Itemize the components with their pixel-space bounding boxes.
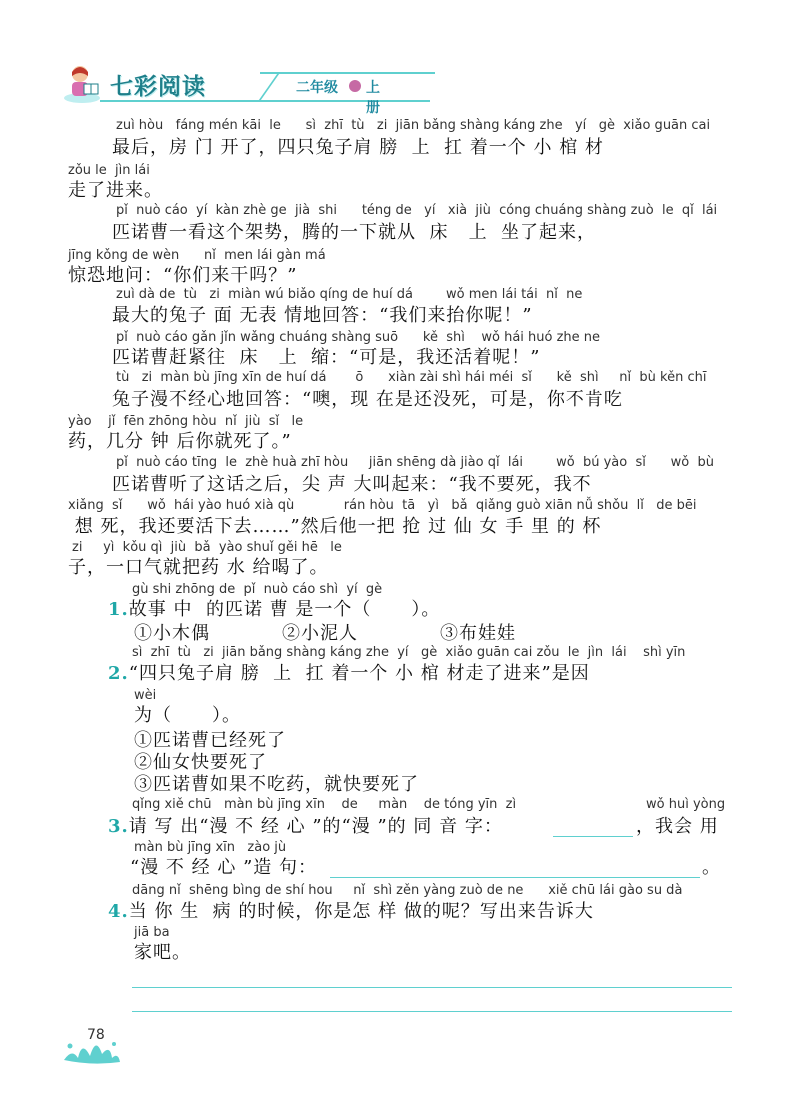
text-line: 匹诺曹赶紧往 床 上 缩：“可是，我还活着呢！” <box>112 347 541 368</box>
pinyin-line: pǐ nuò cáo gǎn jǐn wǎng chuáng shàng suō kě shì wǒ hái huó zhe ne <box>116 330 601 345</box>
question-3-text <box>108 815 503 839</box>
homophone-answer-line[interactable] <box>553 836 633 837</box>
pinyin-line: wǒ huì yòng <box>646 797 726 812</box>
pinyin-line: tù zi màn bù jīng xīn de huí dá ō xiàn zài shì hái méi sǐ kě shì nǐ bù kěn chī <box>116 370 707 385</box>
question-number: 2. <box>108 663 129 684</box>
pinyin-line: dāng nǐ shēng bìng de shí hou nǐ shì zěn yàng zuò de ne xiě chū lái gào su dà <box>132 883 683 898</box>
pinyin-line: pǐ nuò cáo tīng le zhè huà zhī hòu jiān shēng dà jiào qǐ lái wǒ bú yào sǐ wǒ bù <box>116 455 714 470</box>
pinyin-line: jiā ba <box>134 925 170 940</box>
pinyin-line: wèi <box>134 688 157 703</box>
pinyin-line: gù shi zhōng de pǐ nuò cáo shì yí gè <box>132 582 383 597</box>
question-number: 1. <box>108 599 129 620</box>
grade-label: 二年级 <box>296 80 338 96</box>
pinyin-line: sì zhī tù zi jiān bǎng shàng káng zhe yí gè xiǎo guān cai zǒu le jìn lái shì yīn <box>132 645 686 660</box>
sentence-answer-line[interactable] <box>330 877 700 878</box>
option-1[interactable]: ①小木偶 <box>134 623 210 644</box>
header-rule-top <box>260 72 435 74</box>
option-2[interactable]: ②仙女快要死了 <box>134 752 267 773</box>
text-line: 匹诺曹听了这话之后，尖 声 大叫起来：“我不要死，我不 <box>112 474 592 495</box>
header-rule-slash <box>257 72 280 102</box>
question-3-text-right: ，我会 用 <box>636 816 719 837</box>
question-prompt: 故事 中 的匹诺 曹 是一个（ <box>128 599 372 620</box>
text-line: 药，几分 钟 后你就死了。” <box>68 431 292 452</box>
writing-line[interactable] <box>132 1011 732 1012</box>
question-2-text-cont <box>134 704 241 728</box>
question-prompt: 当 你 生 病 的时候，你是怎 样 做的呢？写出来告诉大 <box>128 901 594 922</box>
question-4-text-cont: 家吧。 <box>134 942 191 963</box>
pinyin-line: zuì dà de tù zi miàn wú biǎo qíng de huí dá wǒ men lái tái nǐ ne <box>116 287 583 302</box>
pinyin-line: zi yì kǒu qì jiù bǎ yào shuǐ gěi hē le <box>72 540 342 555</box>
pinyin-line: zǒu le jìn lái <box>68 163 150 178</box>
pinyin-line: xiǎng sǐ wǒ hái yào huó xià qù rán hòu tā yì bǎ qiǎng guò xiān nǚ shǒu lǐ de bēi <box>68 498 697 513</box>
question-tail: ）。 <box>411 599 441 620</box>
pinyin-line: qǐng xiě chū màn bù jīng xīn de màn de tóng yīn zì <box>132 797 517 812</box>
question-4-text <box>108 900 594 924</box>
text-line: 走了进来。 <box>68 180 163 201</box>
question-3-text-cont: “漫 不 经 心 ”造 句： <box>130 857 318 878</box>
question-tail: 。 <box>702 857 721 878</box>
girl-reading-icon <box>60 62 104 104</box>
text-line: 最大的兔子 面 无表 情地回答：“我们来抬你呢！” <box>112 305 533 326</box>
pinyin-line: yào jǐ fēn zhōng hòu nǐ jiù sǐ le <box>68 414 304 429</box>
pinyin-line: màn bù jīng xīn zào jù <box>134 840 287 855</box>
option-3[interactable]: ③匹诺曹如果不吃药，就快要死了 <box>134 774 419 795</box>
question-2-text <box>108 662 590 686</box>
text-line: 子，一口气就把药 水 给喝了。 <box>68 557 329 578</box>
option-2[interactable]: ②小泥人 <box>282 623 358 644</box>
writing-line[interactable] <box>132 987 732 988</box>
text-line: 惊恐地问：“你们来干吗？” <box>68 265 298 286</box>
question-prompt: 请 写 出“漫 不 经 心 ”的“漫 ”的 同 音 字： <box>128 816 503 837</box>
text-line: 匹诺曹一看这个架势，腾的一下就从 床 上 坐了起来， <box>112 222 597 243</box>
text-line: 最后，房 门 开了，四只兔子肩 膀 上 扛 着一个 小 棺 材 <box>112 137 604 158</box>
brand-title: 七彩阅读 <box>110 74 206 100</box>
pinyin-line: zuì hòu fáng mén kāi le sì zhī tù zi jiān bǎng shàng káng zhe yí gè xiǎo guān cai <box>116 118 711 133</box>
question-prompt: “四只兔子肩 膀 上 扛 着一个 小 棺 材走了进来”是因 <box>128 663 590 684</box>
volume-label: 上册 <box>366 80 380 116</box>
question-prompt-cont: 为（ <box>134 705 172 726</box>
separator-dot-icon <box>349 80 361 92</box>
page-number: 78 <box>87 1027 105 1043</box>
question-tail: ）。 <box>212 705 241 726</box>
option-3[interactable]: ③布娃娃 <box>440 623 516 644</box>
header-rule-bottom <box>100 100 430 102</box>
text-line: 想 死，我还要活下去……”然后他一把 抢 过 仙 女 手 里 的 杯 <box>68 516 602 537</box>
pinyin-line: pǐ nuò cáo yí kàn zhè ge jià shi téng de yí xià jiù cóng chuáng shàng zuò le qǐ lái <box>116 203 718 218</box>
question-1-text <box>108 598 440 622</box>
pinyin-line: jīng kǒng de wèn nǐ men lái gàn má <box>68 248 326 263</box>
option-1[interactable]: ①匹诺曹已经死了 <box>134 730 286 751</box>
text-line: 兔子漫不经心地回答：“噢，现 在是还没死，可是，你不肯吃 <box>112 389 623 410</box>
page-header <box>60 62 380 116</box>
question-number: 3. <box>108 816 129 837</box>
question-number: 4. <box>108 901 129 922</box>
